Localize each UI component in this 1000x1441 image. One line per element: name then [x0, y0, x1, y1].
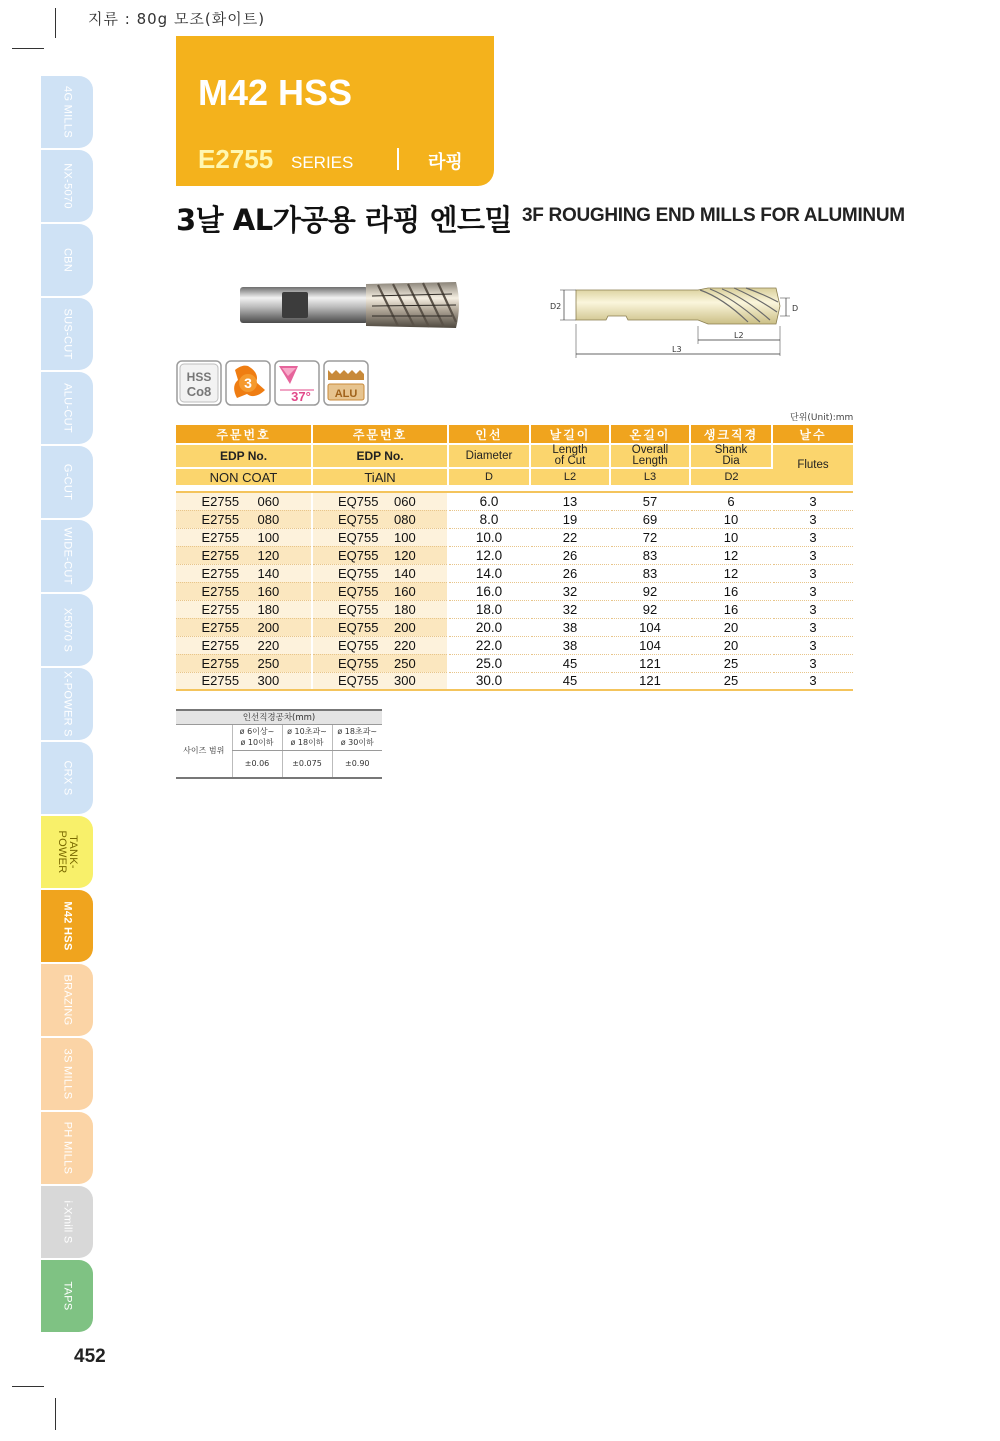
- tolerance-title: 인선직경공차(mm): [176, 710, 382, 724]
- edp-tialn: EQ755 140: [312, 564, 448, 582]
- shank-dia-cell: 20: [690, 618, 772, 636]
- table-row: [176, 492, 853, 510]
- svg-text:HSS: HSS: [186, 370, 212, 384]
- side-tab-crx-s[interactable]: [41, 742, 93, 814]
- overall-length-cell: 57: [610, 492, 690, 510]
- length-of-cut-cell: 45: [530, 672, 610, 690]
- side-tab-label: BRAZING: [61, 974, 74, 1026]
- svg-text:37°: 37°: [291, 389, 311, 404]
- crop-mark-bottom-horizontal: [12, 1386, 44, 1387]
- overall-length-cell: 121: [610, 672, 690, 690]
- side-tab-label: 3S MILLS: [61, 1048, 74, 1100]
- side-tab-wide-cut[interactable]: [41, 520, 93, 592]
- header-row-kr: [176, 425, 853, 444]
- header-block: [176, 36, 494, 186]
- svg-text:ALU: ALU: [334, 388, 358, 400]
- tolerance-value: ±0.06: [232, 750, 282, 778]
- tolerance-value: ±0.075: [282, 750, 332, 778]
- side-tab-label: X5070 S: [61, 607, 74, 653]
- flutes-cell: 3: [772, 600, 853, 618]
- side-tab-label: WIDE-CUT: [61, 527, 74, 585]
- length-of-cut-cell: 22: [530, 528, 610, 546]
- edp-noncoat: E2755 080: [176, 510, 312, 528]
- col-header-kr: 날수: [772, 425, 853, 444]
- col-header-kr: 온길이: [610, 425, 690, 444]
- side-tab-label: SUS-CUT: [61, 308, 74, 360]
- overall-length-cell: 104: [610, 618, 690, 636]
- edp-tialn: EQ755 250: [312, 654, 448, 672]
- shank-dia-cell: 16: [690, 600, 772, 618]
- edp-noncoat: E2755 100: [176, 528, 312, 546]
- side-tab-label: PH MILLS: [61, 1121, 74, 1175]
- length-of-cut-cell: 19: [530, 510, 610, 528]
- table-row: [176, 600, 853, 618]
- col-header-symbol: D: [448, 468, 530, 486]
- tolerance-range: ø 10초과~ ø 18이하: [282, 724, 332, 750]
- diameter-cell: 22.0: [448, 636, 530, 654]
- side-tab-label: 4G MILLS: [61, 86, 74, 138]
- col-header-en: EDP No.: [176, 444, 312, 468]
- length-of-cut-cell: 26: [530, 546, 610, 564]
- col-header-en: Diameter: [448, 444, 530, 468]
- side-tab-nx-5070[interactable]: [41, 150, 93, 222]
- edp-noncoat: E2755 120: [176, 546, 312, 564]
- flutes-cell: 3: [772, 528, 853, 546]
- side-tab-brazing[interactable]: [41, 964, 93, 1036]
- hss-co8-icon: [176, 360, 222, 406]
- overall-length-cell: 104: [610, 636, 690, 654]
- overall-length-cell: 121: [610, 654, 690, 672]
- table-row: [176, 618, 853, 636]
- edp-noncoat: E2755 060: [176, 492, 312, 510]
- shank-dia-cell: 10: [690, 528, 772, 546]
- diameter-cell: 30.0: [448, 672, 530, 690]
- length-of-cut-cell: 38: [530, 636, 610, 654]
- header-divider: [397, 148, 399, 170]
- tolerance-value: ±0.90: [332, 750, 382, 778]
- edp-noncoat: E2755 250: [176, 654, 312, 672]
- side-tab-4g-mills[interactable]: [41, 76, 93, 148]
- shank-dia-cell: 6: [690, 492, 772, 510]
- length-of-cut-cell: 38: [530, 618, 610, 636]
- side-tab-cbn[interactable]: [41, 224, 93, 296]
- tolerance-table: [176, 709, 382, 779]
- side-tab-x5070-s[interactable]: [41, 594, 93, 666]
- diameter-cell: 20.0: [448, 618, 530, 636]
- tolerance-range: ø 18초과~ ø 30이하: [332, 724, 382, 750]
- flutes-cell: 3: [772, 510, 853, 528]
- crop-mark-bottom-vertical: [55, 1398, 56, 1430]
- spec-table: [176, 425, 853, 691]
- edp-noncoat: E2755 220: [176, 636, 312, 654]
- header-title: M42 HSS: [198, 72, 353, 113]
- diameter-cell: 12.0: [448, 546, 530, 564]
- col-header-en: EDP No.: [312, 444, 448, 468]
- header-type: 라핑: [428, 152, 463, 173]
- side-tab-label: i-Xmill S: [61, 1200, 74, 1244]
- svg-text:Co8: Co8: [186, 384, 212, 399]
- overall-length-cell: 92: [610, 600, 690, 618]
- table-row: [176, 528, 853, 546]
- table-row: [176, 510, 853, 528]
- edp-noncoat: E2755 160: [176, 582, 312, 600]
- label-d2: D2: [550, 302, 562, 311]
- tolerance-row-label: 사이즈 범위: [176, 724, 232, 778]
- table-row: [176, 564, 853, 582]
- diameter-cell: 6.0: [448, 492, 530, 510]
- side-tab-list: [41, 76, 93, 1334]
- diameter-cell: 8.0: [448, 510, 530, 528]
- col-header-en: Flutes: [772, 444, 853, 486]
- label-l2: L2: [734, 331, 744, 340]
- paper-note: 지류 : 80g 모조(화이트): [88, 10, 266, 28]
- col-header-symbol: D2: [690, 468, 772, 486]
- overall-length-cell: 83: [610, 564, 690, 582]
- col-header-kr: 날길이: [530, 425, 610, 444]
- edp-noncoat: E2755 180: [176, 600, 312, 618]
- product-title-en: 3F ROUGHING END MILLS FOR ALUMINUM: [522, 205, 905, 226]
- table-row: [176, 654, 853, 672]
- edp-tialn: EQ755 300: [312, 672, 448, 690]
- table-row: [176, 672, 853, 690]
- side-tab-alu-cut[interactable]: [41, 372, 93, 444]
- edp-tialn: EQ755 080: [312, 510, 448, 528]
- col-header-kr: 주문번호: [312, 425, 448, 444]
- side-tab-ph-mills[interactable]: [41, 1112, 93, 1184]
- shank-dia-cell: 25: [690, 654, 772, 672]
- shank-dia-cell: 12: [690, 564, 772, 582]
- page-number: 452: [74, 1346, 106, 1367]
- flutes-cell: 3: [772, 672, 853, 690]
- length-of-cut-cell: 13: [530, 492, 610, 510]
- col-header-symbol: NON COAT: [176, 468, 312, 486]
- diameter-cell: 14.0: [448, 564, 530, 582]
- overall-length-cell: 69: [610, 510, 690, 528]
- diameter-cell: 18.0: [448, 600, 530, 618]
- side-tab-i-xmill-s[interactable]: [41, 1186, 93, 1258]
- shank-dia-cell: 20: [690, 636, 772, 654]
- col-header-en: Shank Dia: [690, 444, 772, 468]
- side-tab-label: CRX S: [61, 760, 74, 796]
- flutes-cell: 3: [772, 492, 853, 510]
- side-tab-label: ALU-CUT: [61, 383, 74, 433]
- side-tab-tank-power[interactable]: [41, 816, 93, 888]
- svg-text:3: 3: [244, 375, 252, 391]
- flutes-cell: 3: [772, 546, 853, 564]
- table-row: [176, 582, 853, 600]
- product-title-kr: 3날 AL가공용 라핑 엔드밀: [176, 203, 513, 237]
- shank-dia-cell: 25: [690, 672, 772, 690]
- side-tab-3s-mills[interactable]: [41, 1038, 93, 1110]
- col-header-symbol: TiAlN: [312, 468, 448, 486]
- side-tab-g-cut[interactable]: [41, 446, 93, 518]
- side-tab-label: TAPS: [61, 1281, 74, 1311]
- helix-37-icon: [274, 360, 320, 406]
- side-tab-sus-cut[interactable]: [41, 298, 93, 370]
- col-header-symbol: L3: [610, 468, 690, 486]
- end-mill-photo: [238, 276, 464, 332]
- label-l3: L3: [672, 345, 682, 354]
- three-flute-icon: [225, 360, 271, 406]
- edp-noncoat: E2755 140: [176, 564, 312, 582]
- edp-noncoat: E2755 200: [176, 618, 312, 636]
- side-tab-label: TANK- POWER: [56, 830, 79, 874]
- shank-dia-cell: 16: [690, 582, 772, 600]
- edp-tialn: EQ755 060: [312, 492, 448, 510]
- edp-tialn: EQ755 180: [312, 600, 448, 618]
- crop-mark-top-vertical: [55, 8, 56, 38]
- diameter-cell: 10.0: [448, 528, 530, 546]
- alu-icon: [323, 360, 369, 406]
- series-word: SERIES: [291, 153, 354, 172]
- side-tab-label: NX-5070: [61, 163, 74, 209]
- end-mill-dimension-diagram: [548, 276, 808, 360]
- col-header-kr: 주문번호: [176, 425, 312, 444]
- side-tab-label: M42 HSS: [61, 901, 74, 951]
- edp-noncoat: E2755 300: [176, 672, 312, 690]
- col-header-symbol: L2: [530, 468, 610, 486]
- diameter-cell: 25.0: [448, 654, 530, 672]
- length-of-cut-cell: 26: [530, 564, 610, 582]
- edp-tialn: EQ755 200: [312, 618, 448, 636]
- side-tab-taps[interactable]: [41, 1260, 93, 1332]
- flutes-cell: 3: [772, 618, 853, 636]
- overall-length-cell: 83: [610, 546, 690, 564]
- length-of-cut-cell: 32: [530, 600, 610, 618]
- length-of-cut-cell: 32: [530, 582, 610, 600]
- edp-tialn: EQ755 160: [312, 582, 448, 600]
- side-tab-label: CBN: [61, 247, 74, 273]
- col-header-en: Overall Length: [610, 444, 690, 468]
- shank-dia-cell: 12: [690, 546, 772, 564]
- feature-icons: [176, 360, 369, 406]
- header-row-en: [176, 444, 853, 468]
- diameter-cell: 16.0: [448, 582, 530, 600]
- flutes-cell: 3: [772, 564, 853, 582]
- length-of-cut-cell: 45: [530, 654, 610, 672]
- overall-length-cell: 92: [610, 582, 690, 600]
- series-code: E2755: [198, 144, 274, 174]
- overall-length-cell: 72: [610, 528, 690, 546]
- crop-mark-top-horizontal: [12, 48, 44, 49]
- side-tab-m42-hss[interactable]: [41, 890, 93, 962]
- col-header-kr: 인선: [448, 425, 530, 444]
- flutes-cell: 3: [772, 654, 853, 672]
- side-tab-label: X-POWER S: [61, 671, 74, 737]
- header-row-symbol: [176, 468, 853, 486]
- side-tab-x-power-s[interactable]: [41, 668, 93, 740]
- flutes-cell: 3: [772, 582, 853, 600]
- edp-tialn: EQ755 220: [312, 636, 448, 654]
- label-d: D: [792, 304, 799, 313]
- table-row: [176, 636, 853, 654]
- tolerance-range: ø 6이상~ ø 10이하: [232, 724, 282, 750]
- col-header-en: Length of Cut: [530, 444, 610, 468]
- table-row: [176, 546, 853, 564]
- flutes-cell: 3: [772, 636, 853, 654]
- col-header-kr: 생크직경: [690, 425, 772, 444]
- side-tab-label: G-CUT: [61, 463, 74, 501]
- unit-note: 단위(Unit):mm: [790, 413, 854, 423]
- edp-tialn: EQ755 100: [312, 528, 448, 546]
- shank-dia-cell: 10: [690, 510, 772, 528]
- edp-tialn: EQ755 120: [312, 546, 448, 564]
